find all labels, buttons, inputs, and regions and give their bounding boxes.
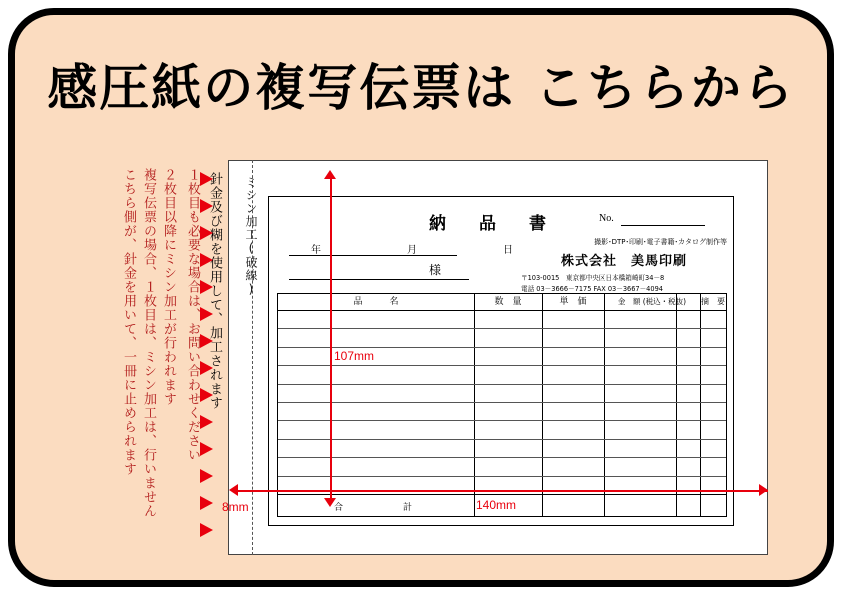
note-text-needle: 針金及び糊を使用して、加工されます [206, 172, 222, 410]
slip-column-header: 単 価 [559, 297, 587, 307]
staple-marker-column [200, 172, 216, 552]
staple-marker [200, 280, 213, 294]
height-measure-line [330, 178, 332, 498]
staple-marker [200, 226, 213, 240]
slip-table-header [278, 294, 726, 311]
slip-row-divider [278, 420, 726, 421]
slip-row-divider [278, 476, 726, 477]
slip-total-divider [278, 494, 726, 495]
company-address: 〒103-0015 東京都中央区日本橋箱崎町34－8 [521, 274, 665, 282]
staple-marker [200, 523, 213, 537]
slip-row-divider [278, 439, 726, 440]
slip-row-divider [278, 365, 726, 366]
slip-table [277, 293, 727, 517]
height-measure-arrow-bottom [324, 498, 336, 507]
staple-marker [200, 172, 213, 186]
slip-no-rule [621, 225, 705, 226]
slip-addressee-rule [289, 279, 469, 280]
slip-addressee-label: 様 [429, 263, 442, 277]
note-text-1: こちら側が、針金を用いて、一冊に止められます [120, 168, 136, 476]
slip-row-divider [278, 402, 726, 403]
company-block [521, 237, 727, 293]
staple-marker [200, 361, 213, 375]
slip-column-header: 品 名 [353, 297, 399, 307]
company-telephone: 電話 03－3666－7175 FAX 03－3667－4094 [521, 285, 663, 293]
note-text-4: １枚目も必要な場合は、お問い合わせください [184, 168, 200, 462]
note-text-3: ２枚目以降にミシン加工が行われます [160, 168, 176, 406]
margin-measure-label: 8mm [222, 500, 249, 514]
staple-marker [200, 469, 213, 483]
width-measure-label: 140mm [476, 498, 517, 512]
staple-marker [200, 415, 213, 429]
company-services: 撮影･DTP･印刷･電子書籍･カタログ制作等 [594, 238, 727, 246]
staple-marker [200, 442, 213, 456]
perforation-label: ミシン加工(破線) [244, 176, 258, 297]
slip-column-divider [700, 294, 701, 516]
slip-row-divider [278, 347, 726, 348]
slip-column-header: 摘 要 [701, 297, 725, 306]
height-measure-arrow-top [324, 170, 336, 179]
page-title: 感圧紙の複写伝票は こちらから [47, 59, 795, 117]
slip-column-divider [474, 294, 475, 516]
slip-column-divider [604, 294, 605, 516]
staple-marker [200, 334, 213, 348]
note-text-2: 複写伝票の場合、１枚目は、ミシン加工は、行いません [140, 168, 156, 518]
staple-marker [200, 496, 213, 510]
slip-row-divider [278, 384, 726, 385]
staple-marker [200, 199, 213, 213]
height-measure-label: 107mm [334, 349, 375, 363]
slip-column-divider [542, 294, 543, 516]
width-measure-arrow-right [759, 484, 768, 496]
slip-date-label: 年 月 日 [311, 245, 535, 256]
slip-row-divider [278, 457, 726, 458]
staple-marker [200, 388, 213, 402]
company-name: 株式会社 美馬印刷 [560, 254, 687, 269]
slip-column-header: 金 額 (税込・税抜) [617, 297, 687, 306]
width-measure-line [238, 490, 768, 492]
width-measure-arrow-left [229, 484, 238, 496]
slip-no-label: No. [599, 213, 614, 224]
slip-column-header: 数 量 [494, 297, 522, 307]
staple-marker [200, 253, 213, 267]
slip-date-rule [289, 255, 457, 256]
slip-column-divider [676, 294, 677, 516]
slip-total-label: 合 計 [334, 503, 427, 513]
staple-marker [200, 307, 213, 321]
slip-title: 納 品 書 [429, 214, 554, 234]
slip-row-divider [278, 328, 726, 329]
